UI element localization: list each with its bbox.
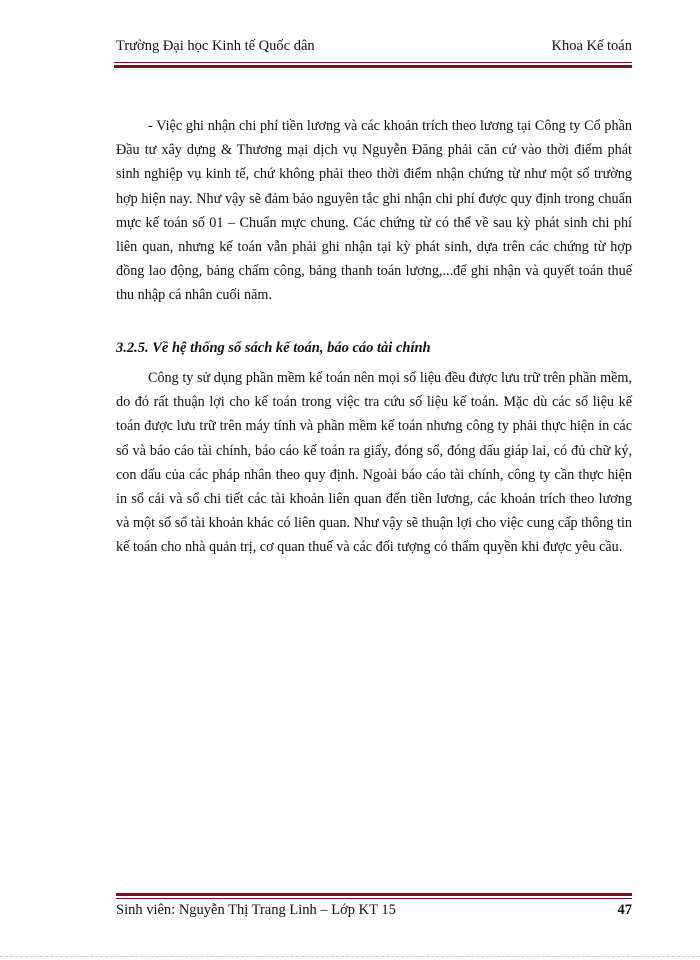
- footer-student: Sinh viên: Nguyễn Thị Trang Linh – Lớp KT 15: [116, 902, 396, 918]
- page-edge-divider: [0, 956, 700, 957]
- paragraph-payroll-recognition: - Việc ghi nhận chi phí tiền lương và các khoản trích theo lương tại Công ty Cổ phần Đầu tư xây dựng & Thương mại dịch vụ Nguyễn Đăng phải căn cứ vào thời điểm phát sinh nghiệp vụ kinh tế, chứ không phải theo thời điểm nhận chứng từ như một số trường hợp hiện nay. Như vậy sẽ đảm bảo nguyên tắc ghi nhận chi phí được quy định trong chuẩn mực kế toán số 01 – Chuẩn mực chung. Các chứng từ có thể về sau kỳ phát sinh chi phí liên quan, nhưng kế toán vẫn phải ghi nhận tại kỳ phát sinh, dựa trên các chứng từ hợp đồng lao động, bảng chấm công, bảng thanh toán lương,...để ghi nhận và quyết toán thuế thu nhập cá nhân cuối năm.: [116, 118, 632, 304]
- footer-rule-thin: [116, 898, 632, 899]
- header-rule-thick: [114, 65, 632, 68]
- header-rule-thin: [114, 62, 632, 63]
- header-university: Trường Đại học Kinh tế Quốc dân: [116, 38, 315, 54]
- footer-rule-thick: [116, 893, 632, 896]
- section-heading-3-2-5: 3.2.5. Về hệ thống sổ sách kế toán, báo cáo tài chính: [116, 340, 431, 356]
- page-number: 47: [617, 902, 632, 918]
- paragraph-accounting-books: Công ty sử dụng phần mềm kế toán nên mọi số liệu đều được lưu trữ trên phần mềm, do đó rất thuận lợi cho kế toán trong việc tra cứu số liệu kế toán. Mặc dù các số liệu kế toán được lưu trữ trên máy tính và phần mềm kế toán nhưng công ty phải thực hiện in các sổ và báo cáo tài chính, báo cáo kế toán ra giấy, đóng sổ, đóng dấu giáp lai, có đủ chữ ký, con dấu của các pháp nhân theo quy định. Ngoài báo cáo tài chính, công ty cần thực hiện in sổ cái và sổ chi tiết các tài khoản liên quan đến tiền lương, các khoản trích theo lương và một số sổ tài khoản khác có liên quan. Như vậy sẽ thuận lợi cho việc cung cấp thông tin kế toán cho nhà quản trị, cơ quan thuế và các đối tượng có thẩm quyền khi được yêu cầu.: [116, 370, 632, 556]
- page-footer: [116, 902, 632, 924]
- header-faculty: Khoa Kế toán: [551, 38, 632, 54]
- page-header: [114, 38, 632, 60]
